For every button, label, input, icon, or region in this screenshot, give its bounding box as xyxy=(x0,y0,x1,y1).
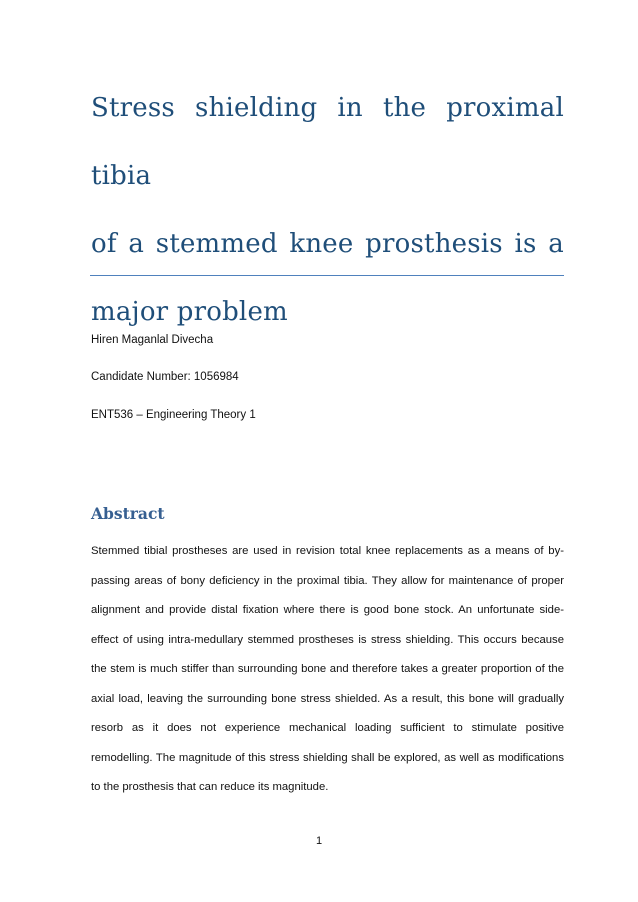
page-number: 1 xyxy=(315,835,323,847)
course-code: ENT536 – Engineering Theory 1 xyxy=(91,409,256,421)
document-title xyxy=(91,74,564,346)
abstract-heading: Abstract xyxy=(91,504,165,523)
title-line: major problem xyxy=(91,297,288,327)
title-line: Stress shielding in the proximal tibia xyxy=(91,93,564,191)
title-divider xyxy=(90,275,564,276)
abstract-text: Stemmed tibial prostheses are used in revision total knee replacements as a means of by-passing areas of bony deficiency in the proximal tibia. They allow for maintenance of proper alignment and provide distal fixation where there is good bone stock. An unfortunate side-effect of using intra-medullary stemmed prostheses is stress shielding. This occurs because the stem is much stiffer than surrounding bone and therefore takes a greater proportion of the axial load, leaving the surrounding bone stress shielded. As a result, this bone will gradually resorb as it does not experience mechanical loading sufficient to stimulate positive remodelling. The magnitude of this stress shielding shall be explored, as well as modifications to the prosthesis that can reduce its magnitude. xyxy=(91,545,564,793)
author-name: Hiren Maganlal Divecha xyxy=(91,334,214,346)
title-line: of a stemmed knee prosthesis is a xyxy=(91,229,564,259)
candidate-number: Candidate Number: 1056984 xyxy=(91,371,239,383)
